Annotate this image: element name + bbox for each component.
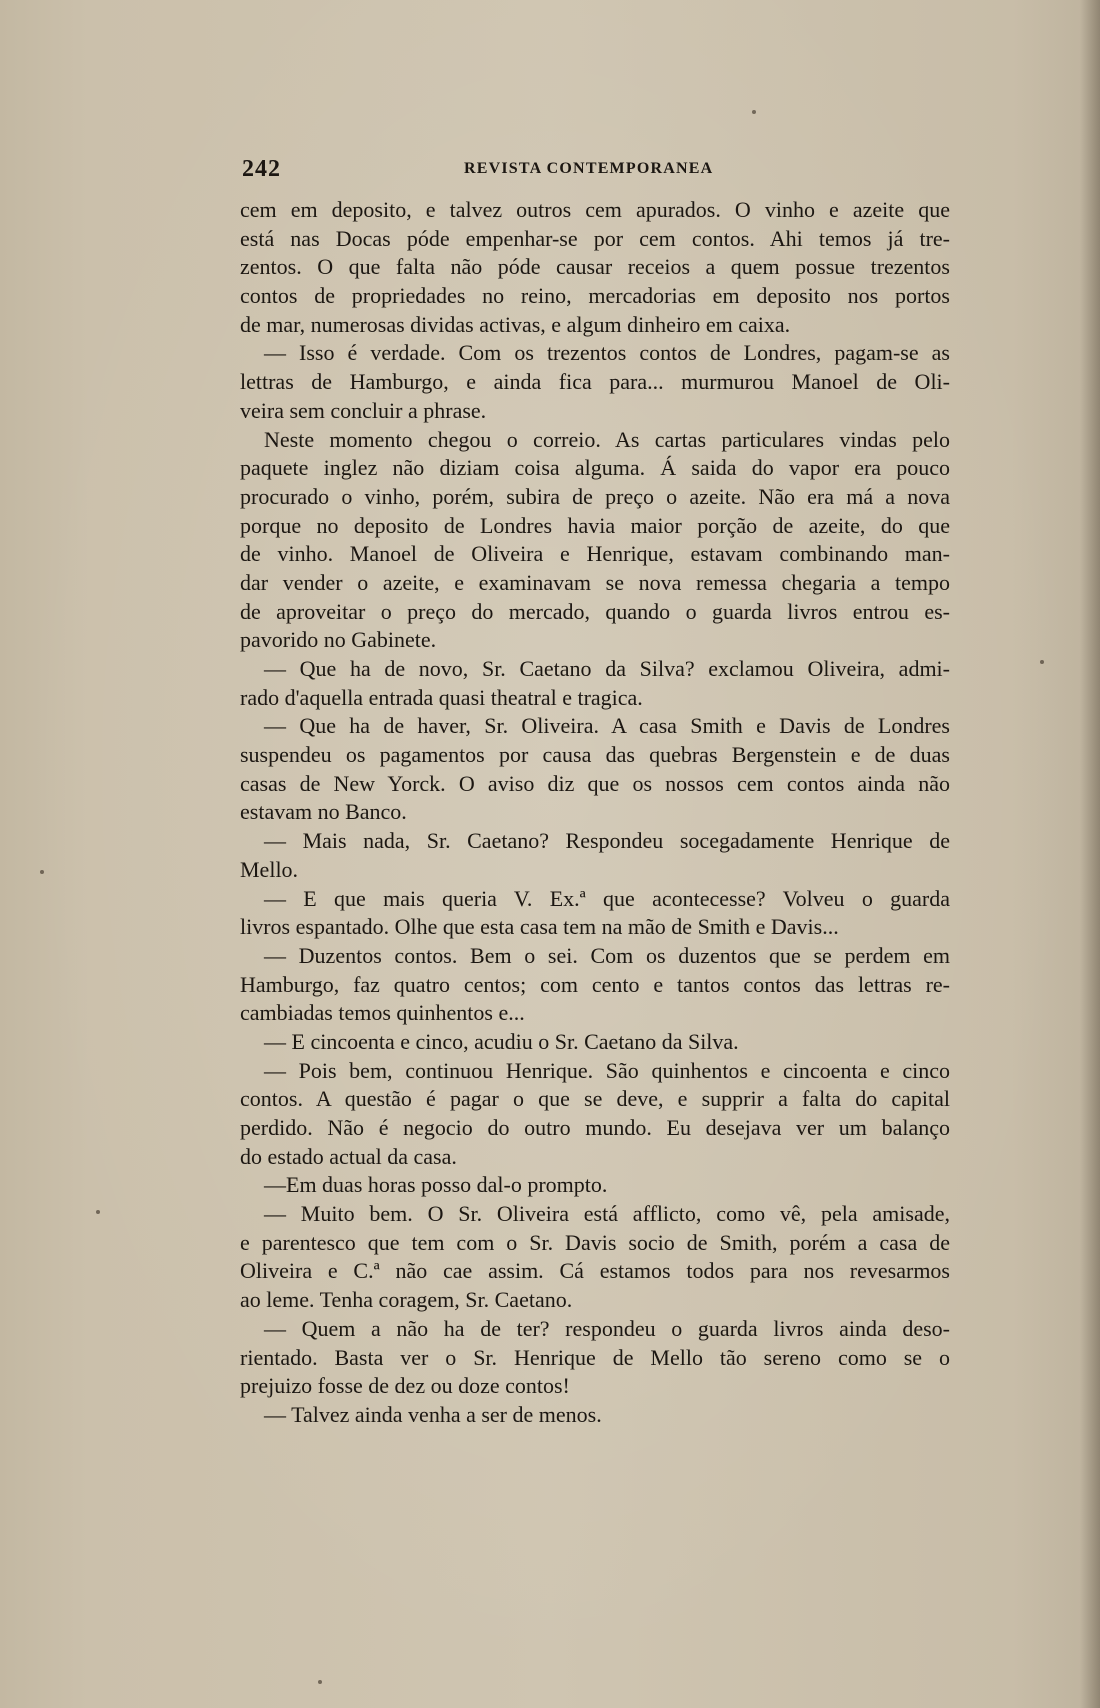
text-line: cem em deposito, e talvez outros cem apurados. O vinho e azeite que bbox=[240, 197, 950, 222]
text-line: rado d'aquella entrada quasi theatral e tragica. bbox=[240, 684, 643, 710]
text-line: ao leme. Tenha coragem, Sr. Caetano. bbox=[240, 1287, 573, 1313]
text-line: cambiadas temos quinhentos e... bbox=[240, 1000, 525, 1026]
text-line: — E cincoenta e cinco, acudiu o Sr. Caetano da Silva. bbox=[264, 1028, 739, 1054]
paper-speck bbox=[96, 1210, 100, 1214]
text-line: de aproveitar o preço do mercado, quando o guarda livros entrou es- bbox=[240, 598, 950, 624]
text-line: — Talvez ainda venha a ser de menos. bbox=[264, 1401, 602, 1427]
text-line: de vinho. Manoel de Oliveira e Henrique, estavam combinando man- bbox=[240, 541, 950, 567]
text-line: — E que mais queria V. Ex.ª que acontecesse? Volveu o guarda bbox=[264, 885, 950, 911]
text-line: — Duzentos contos. Bem o sei. Com os duzentos que se perdem em bbox=[264, 942, 950, 968]
text-line: rientado. Basta ver o Sr. Henrique de Mello tão sereno como se o bbox=[240, 1344, 950, 1370]
text-line: — Que ha de novo, Sr. Caetano da Silva? exclamou Oliveira, admi- bbox=[264, 656, 950, 681]
text-line: estavam no Banco. bbox=[240, 799, 407, 825]
paper-speck bbox=[40, 870, 44, 874]
text-line: procurado o vinho, porém, subira de preço o azeite. Não era má a nova bbox=[240, 483, 950, 509]
text-line: do estado actual da casa. bbox=[240, 1143, 457, 1169]
text-line: livros espantado. Olhe que esta casa tem na mão de Smith e Davis... bbox=[240, 914, 839, 940]
text-line: está nas Docas póde empenhar-se por cem contos. Ahi temos já tre- bbox=[240, 225, 950, 251]
text-line: prejuizo fosse de dez ou doze contos! bbox=[240, 1373, 570, 1399]
text-line: Oliveira e C.ª não cae assim. Cá estamos todos para nos revesarmos bbox=[240, 1258, 950, 1284]
text-line: casas de New Yorck. O aviso diz que os nossos cem contos ainda não bbox=[240, 770, 950, 796]
paper-speck bbox=[752, 110, 756, 114]
text-line: pavorido no Gabinete. bbox=[240, 627, 437, 653]
text-line: contos de propriedades no reino, mercadorias em deposito nos portos bbox=[240, 283, 950, 309]
text-line: — Quem a não ha de ter? respondeu o guarda livros ainda deso- bbox=[264, 1315, 950, 1341]
text-line: dar vender o azeite, e examinavam se nova remessa chegaria a tempo bbox=[240, 569, 950, 595]
text-line: perdido. Não é negocio do outro mundo. Eu desejava ver um balanço bbox=[240, 1115, 950, 1140]
text-line: Hamburgo, faz quatro centos; com cento e tantos contos das lettras re- bbox=[240, 971, 950, 997]
running-title: REVISTA CONTEMPORANEA bbox=[464, 160, 714, 177]
text-line: suspendeu os pagamentos por causa das quebras Bergenstein e de duas bbox=[240, 742, 950, 768]
text-line: Neste momento chegou o correio. As cartas particulares vindas pelo bbox=[264, 426, 950, 452]
text-line: zentos. O que falta não póde causar receios a quem possue trezentos bbox=[240, 254, 950, 280]
page-number: 242 bbox=[242, 156, 281, 182]
text-line: porque no deposito de Londres havia maior porção de azeite, do que bbox=[240, 512, 950, 538]
text-line: — Isso é verdade. Com os trezentos contos de Londres, pagam-se as bbox=[264, 340, 950, 366]
text-line: lettras de Hamburgo, e ainda fica para... murmurou Manoel de Oli- bbox=[240, 369, 950, 395]
paper-speck bbox=[1040, 660, 1044, 664]
body-text bbox=[240, 196, 950, 1430]
text-line: — Pois bem, continuou Henrique. São quinhentos e cincoenta e cinco bbox=[264, 1057, 950, 1083]
text-line: contos. A questão é pagar o que se deve, e supprir a falta do capital bbox=[240, 1086, 950, 1112]
paper-speck bbox=[318, 1680, 322, 1684]
text-line: — Mais nada, Sr. Caetano? Respondeu socegadamente Henrique de bbox=[264, 828, 950, 854]
page-edge-shadow bbox=[1080, 0, 1100, 1708]
text-line: paquete inglez não diziam coisa alguma. Á saida do vapor era pouco bbox=[240, 455, 950, 481]
text-line: — Que ha de haver, Sr. Oliveira. A casa Smith e Davis de Londres bbox=[264, 713, 950, 739]
text-line: Mello. bbox=[240, 856, 299, 882]
text-line: e parentesco que tem com o Sr. Davis socio de Smith, porém a casa de bbox=[240, 1229, 950, 1255]
text-line: —Em duas horas posso dal-o prompto. bbox=[264, 1172, 608, 1198]
text-line: — Muito bem. O Sr. Oliveira está afflicto, como vê, pela amisade, bbox=[264, 1201, 950, 1227]
text-line: veira sem concluir a phrase. bbox=[240, 397, 487, 423]
page-header bbox=[242, 156, 952, 186]
text-line: de mar, numerosas dividas activas, e algum dinheiro em caixa. bbox=[240, 311, 791, 337]
